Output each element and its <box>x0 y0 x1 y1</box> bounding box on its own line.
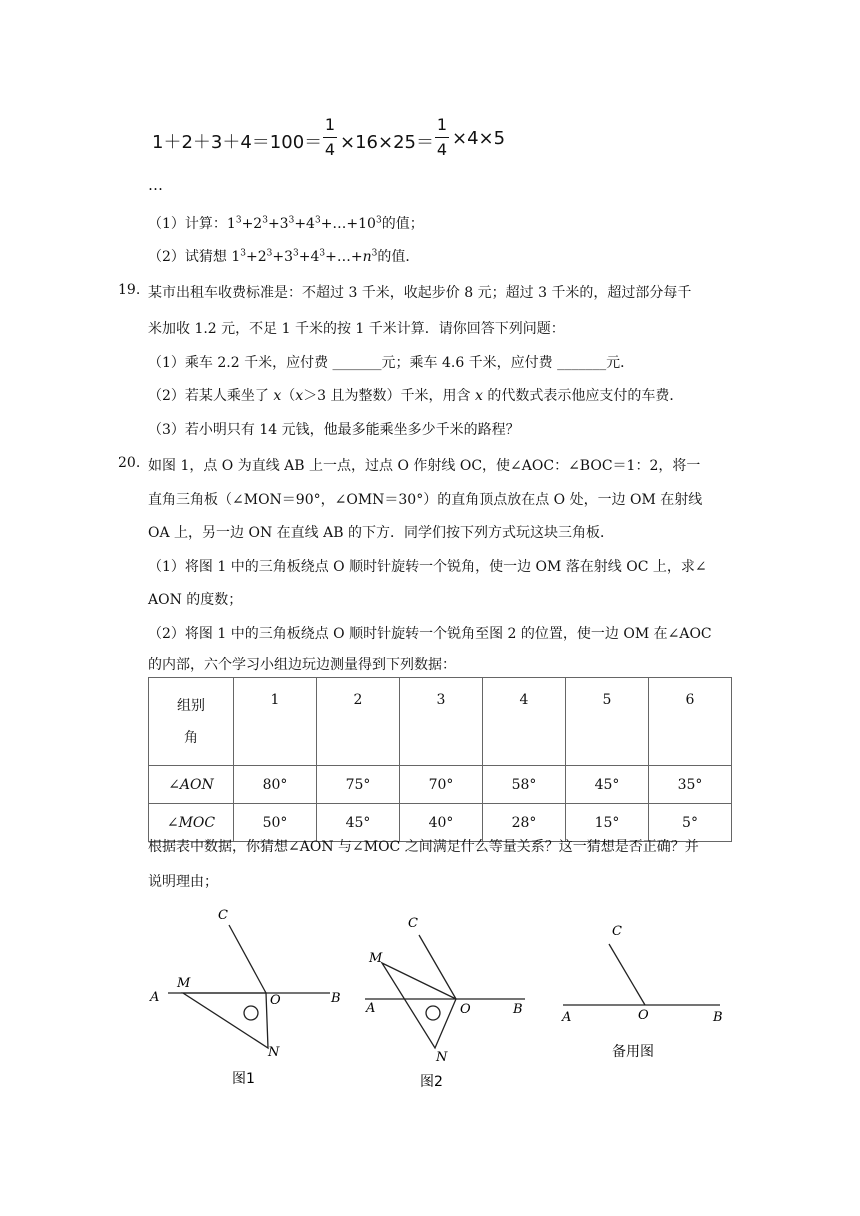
fig1-label-b: B <box>331 991 341 1006</box>
fig2-caption: 图2 <box>420 1074 443 1090</box>
formula-mid: ×16×25＝ <box>340 132 434 153</box>
q20-line4: （1）将图 1 中的三角板绕点 O 顺时针旋转一个锐角，使一边 OM 落在射线 OC 上，求∠ <box>148 559 707 575</box>
q19-part1: （1）乘车 2.2 千米，应付费 _______元；乘车 4.6 千米，应付费 _______元． <box>148 355 635 371</box>
q18-part1: （1）计算：$1^3+2^3+3^3+4^3+\dots+10^3$的值； <box>148 215 424 232</box>
fig3-label-a: A <box>562 1010 572 1025</box>
q20-line2: 直角三角板（∠MON＝90°，∠OMN＝30°）的直角顶点放在点 O 处，一边 OM 在射线 <box>148 492 703 508</box>
table-corner-cell: 组别 角 <box>149 678 234 766</box>
table-cell: 80° <box>234 766 317 804</box>
fig2-label-b: B <box>513 1002 523 1017</box>
q20-line3: OA 上，另一边 ON 在直线 AB 的下方．同学们按下列方式玩这块三角板． <box>148 525 614 541</box>
group-header: 5 <box>566 678 649 766</box>
fig1-label-m: M <box>177 976 191 991</box>
fig1-label-n: N <box>268 1045 280 1060</box>
group-header: 6 <box>649 678 732 766</box>
fig2-label-m: M <box>369 951 383 966</box>
fig3-label-c: C <box>612 924 622 939</box>
table-cell: 70° <box>400 766 483 804</box>
fig1-ray-oc <box>229 925 266 993</box>
q19-line1: 某市出租车收费标准是：不超过 3 千米，收起步价 8 元；超过 3 千米的，超过部分每千 <box>148 285 692 301</box>
fig2-label-a: A <box>366 1001 376 1016</box>
q20-line5: AON 的度数； <box>148 592 243 608</box>
q20-line9: 说明理由； <box>148 874 218 890</box>
group-header: 4 <box>483 678 566 766</box>
formula-fraction-1: 1 4 <box>324 115 336 159</box>
row-label: ∠MOC <box>149 804 234 842</box>
figure-2 <box>365 935 525 1048</box>
formula-fraction-2: 1 4 <box>436 115 448 159</box>
fig3-caption: 备用图 <box>612 1044 654 1060</box>
table-cell: 75° <box>317 766 400 804</box>
table-cell: 50° <box>234 804 317 842</box>
q19-number: 19. <box>118 282 141 298</box>
q20-line8: 根据表中数据，你猜想∠AON 与∠MOC 之间满足什么等量关系？这一猜想是否正确？并 <box>148 839 699 855</box>
fig1-caption: 图1 <box>232 1071 255 1087</box>
table-cell: 45° <box>317 804 400 842</box>
q20-line7: 的内部，六个学习小组边玩边测量得到下列数据： <box>148 657 456 673</box>
table-cell: 35° <box>649 766 732 804</box>
q19-part3: （3）若小明只有 14 元钱，他最多能乘坐多少千米的路程？ <box>148 422 520 438</box>
table-cell: 45° <box>566 766 649 804</box>
group-header: 2 <box>317 678 400 766</box>
table-cell: 5° <box>649 804 732 842</box>
ellipsis: … <box>148 176 163 194</box>
q19-line2: 米加收 1.2 元，不足 1 千米的按 1 千米计算．请你回答下列问题： <box>148 321 565 337</box>
fig1-triangle <box>183 993 268 1048</box>
table-cell: 58° <box>483 766 566 804</box>
formula-end: ×4×5 <box>452 128 506 149</box>
formula-lhs: 1＋2＋3＋4＝100＝ <box>152 132 323 153</box>
fig2-label-o: O <box>460 1002 471 1017</box>
fig2-label-n: N <box>436 1050 448 1065</box>
fig2-hole <box>426 1006 440 1020</box>
table-cell: 28° <box>483 804 566 842</box>
group-header: 3 <box>400 678 483 766</box>
fig1-label-a: A <box>150 990 160 1005</box>
q18-part2: （2）试猜想 $1^3+2^3+3^3+4^3+\dots+n^3$的值． <box>148 248 420 265</box>
q19-part2: （2）若某人乘坐了 x（x＞3 且为整数）千米，用含 x 的代数式表示他应支付的车费． <box>148 388 684 404</box>
fig2-label-c: C <box>408 916 418 931</box>
group-header: 1 <box>234 678 317 766</box>
q20-line1: 如图 1，点 O 为直线 AB 上一点，过点 O 作射线 OC，使∠AOC：∠BOC＝1：2，将一 <box>148 458 701 474</box>
row-label: ∠AON <box>149 766 234 804</box>
figure-1 <box>168 925 330 1048</box>
table-cell: 15° <box>566 804 649 842</box>
fig1-label-c: C <box>218 908 228 923</box>
fig2-triangle <box>382 963 456 1048</box>
q20-line6: （2）将图 1 中的三角板绕点 O 顺时针旋转一个锐角至图 2 的位置，使一边 OM 在∠AOC <box>148 626 712 642</box>
fig1-hole <box>244 1006 258 1020</box>
fig3-ray-oc <box>609 944 645 1005</box>
fig3-label-b: B <box>713 1010 723 1025</box>
fig3-label-o: O <box>638 1008 649 1023</box>
table-cell: 40° <box>400 804 483 842</box>
q20-number: 20. <box>118 455 141 471</box>
figure-backup <box>563 944 720 1005</box>
fig1-label-o: O <box>270 993 281 1008</box>
